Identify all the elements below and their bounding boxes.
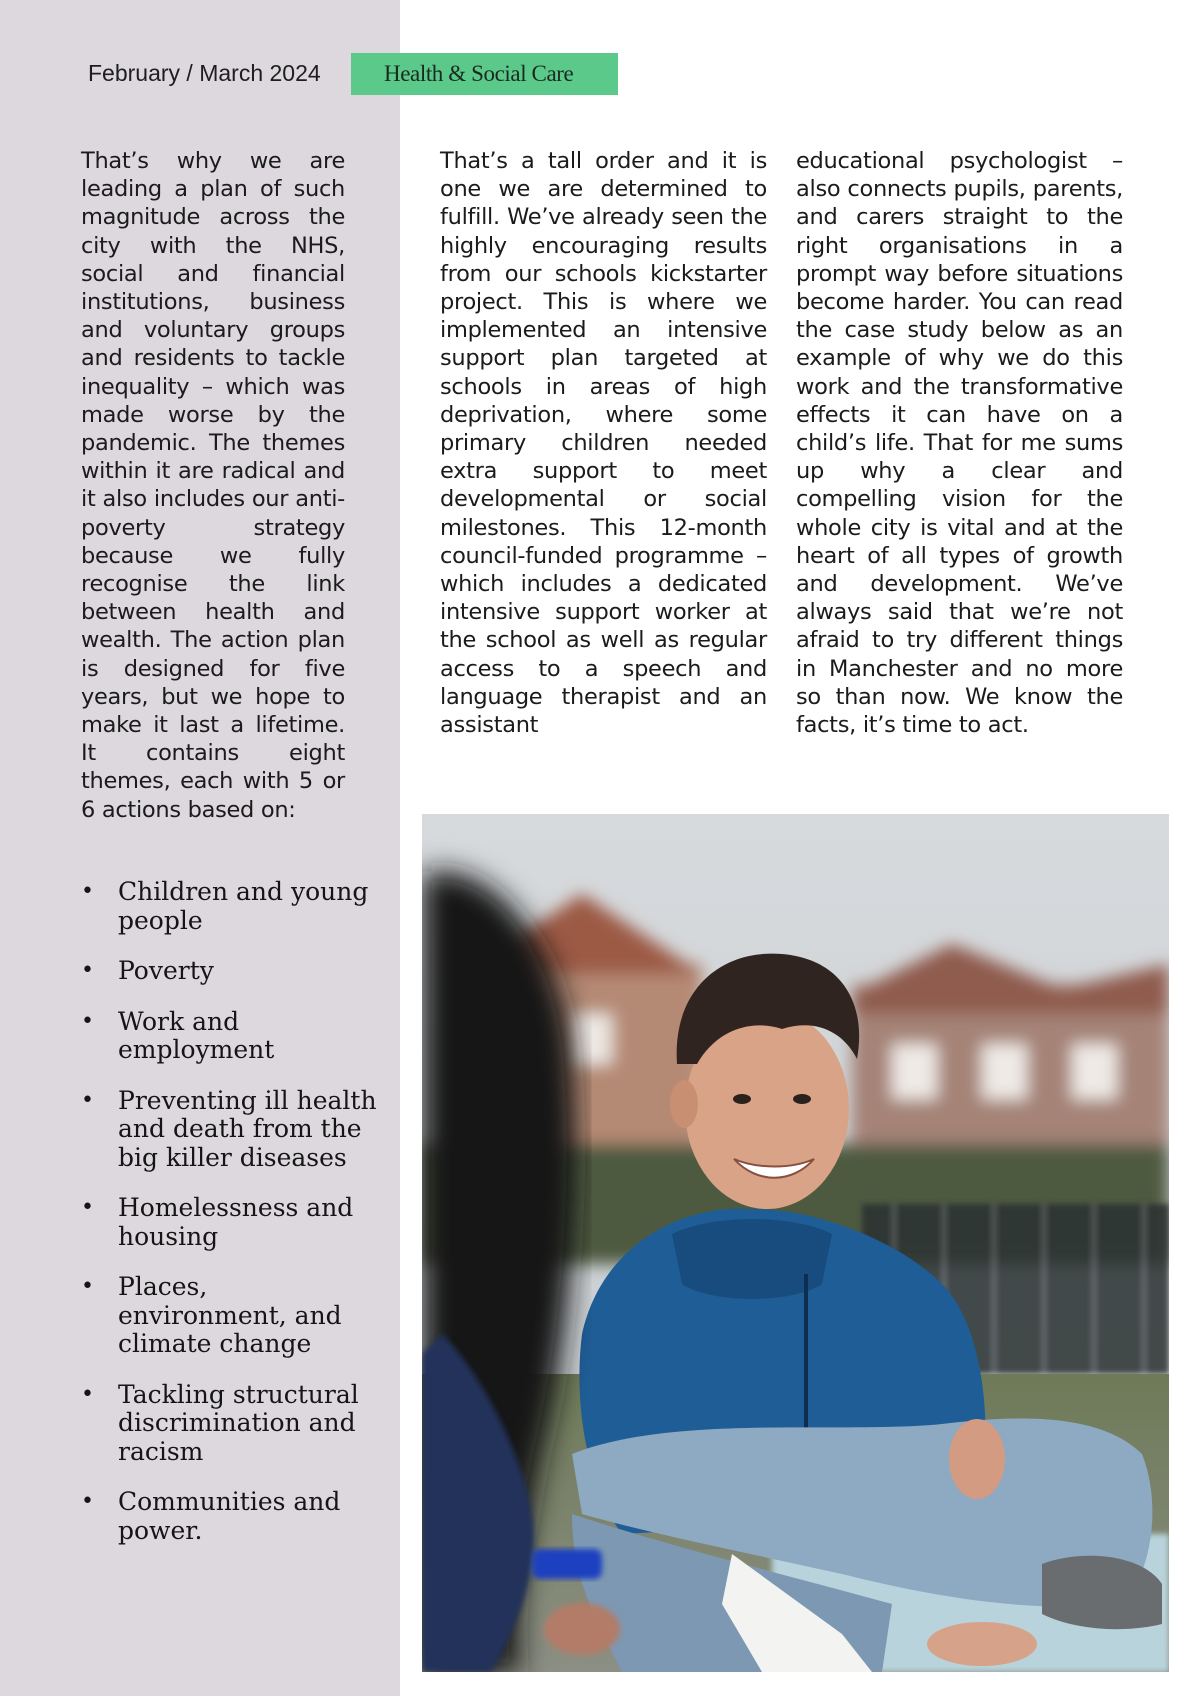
article-column-3: educational psychologist – also connects pupils, parents, and carers straight to the right organisations in a prompt way before situations become harder. You can read the case study below as an example of why we do this work and the transformative effects it can have on a child’s life. That for me sums up why a clear and compelling vision for the whole city is vital and at the heart of all types of growth and development. We’ve always said that we’re not afraid to try different things in Manchester and no more so than now. We know the facts, it’s time to act. [796,148,1123,739]
list-item [81,878,381,935]
issue-date: February / March 2024 [88,60,321,86]
bullet-icon: • [81,1489,94,1514]
section-tag: Health & Social Care [351,53,618,95]
theme-label: Places, environment, and climate change [118,1272,342,1358]
theme-label: Work and employment [118,1006,275,1064]
list-item [81,1194,381,1251]
bullet-icon: • [81,958,94,983]
list-item [81,1273,381,1359]
themes-list [81,878,381,1567]
boy-smiling-illustration [422,814,1169,1672]
theme-label: Homelessness and housing [118,1193,354,1251]
bullet-icon: • [81,1274,94,1299]
article-column-1: That’s why we are leading a plan of such magnitude across the city with the NHS, social and financial institutions, business and voluntary groups and residents to tackle inequality – which was made worse by the pandemic. The themes within it are radical and it also includes our anti-poverty strategy because we fully recognise the link between health and wealth. The action plan is designed for five years, but we hope to make it last a lifetime. It contains eight themes, each with 5 or 6 actions based on: [81,148,345,823]
bullet-icon: • [81,1195,94,1220]
article-column-2: That’s a tall order and it is one we are determined to fulfill. We’ve already seen the highly encouraging results from our schools kickstarter project. This is where we implemented an intensive support plan targeted at schools in areas of high deprivation, where some primary children needed extra support to meet developmental or social milestones. This 12-month council-funded programme – which includes a dedicated intensive support worker at the school as well as regular access to a speech and language therapist and an assistant [440,148,767,739]
theme-label: Tackling structural discrimination and racism [118,1379,359,1466]
bullet-icon: • [81,1087,94,1113]
list-item [81,1488,381,1545]
bullet-icon: • [81,1008,94,1034]
theme-label: Preventing ill health and death from the big killer diseases [118,1085,377,1172]
theme-label: Poverty [118,956,214,985]
bullet-icon: • [81,879,94,904]
bullet-icon: • [81,1381,94,1407]
list-item [81,957,381,986]
list-item [81,1381,381,1467]
list-item [81,1087,381,1173]
list-item [81,1008,381,1065]
theme-label: Communities and power. [118,1487,341,1545]
article-photo [422,814,1169,1672]
theme-label: Children and young people [118,877,369,935]
